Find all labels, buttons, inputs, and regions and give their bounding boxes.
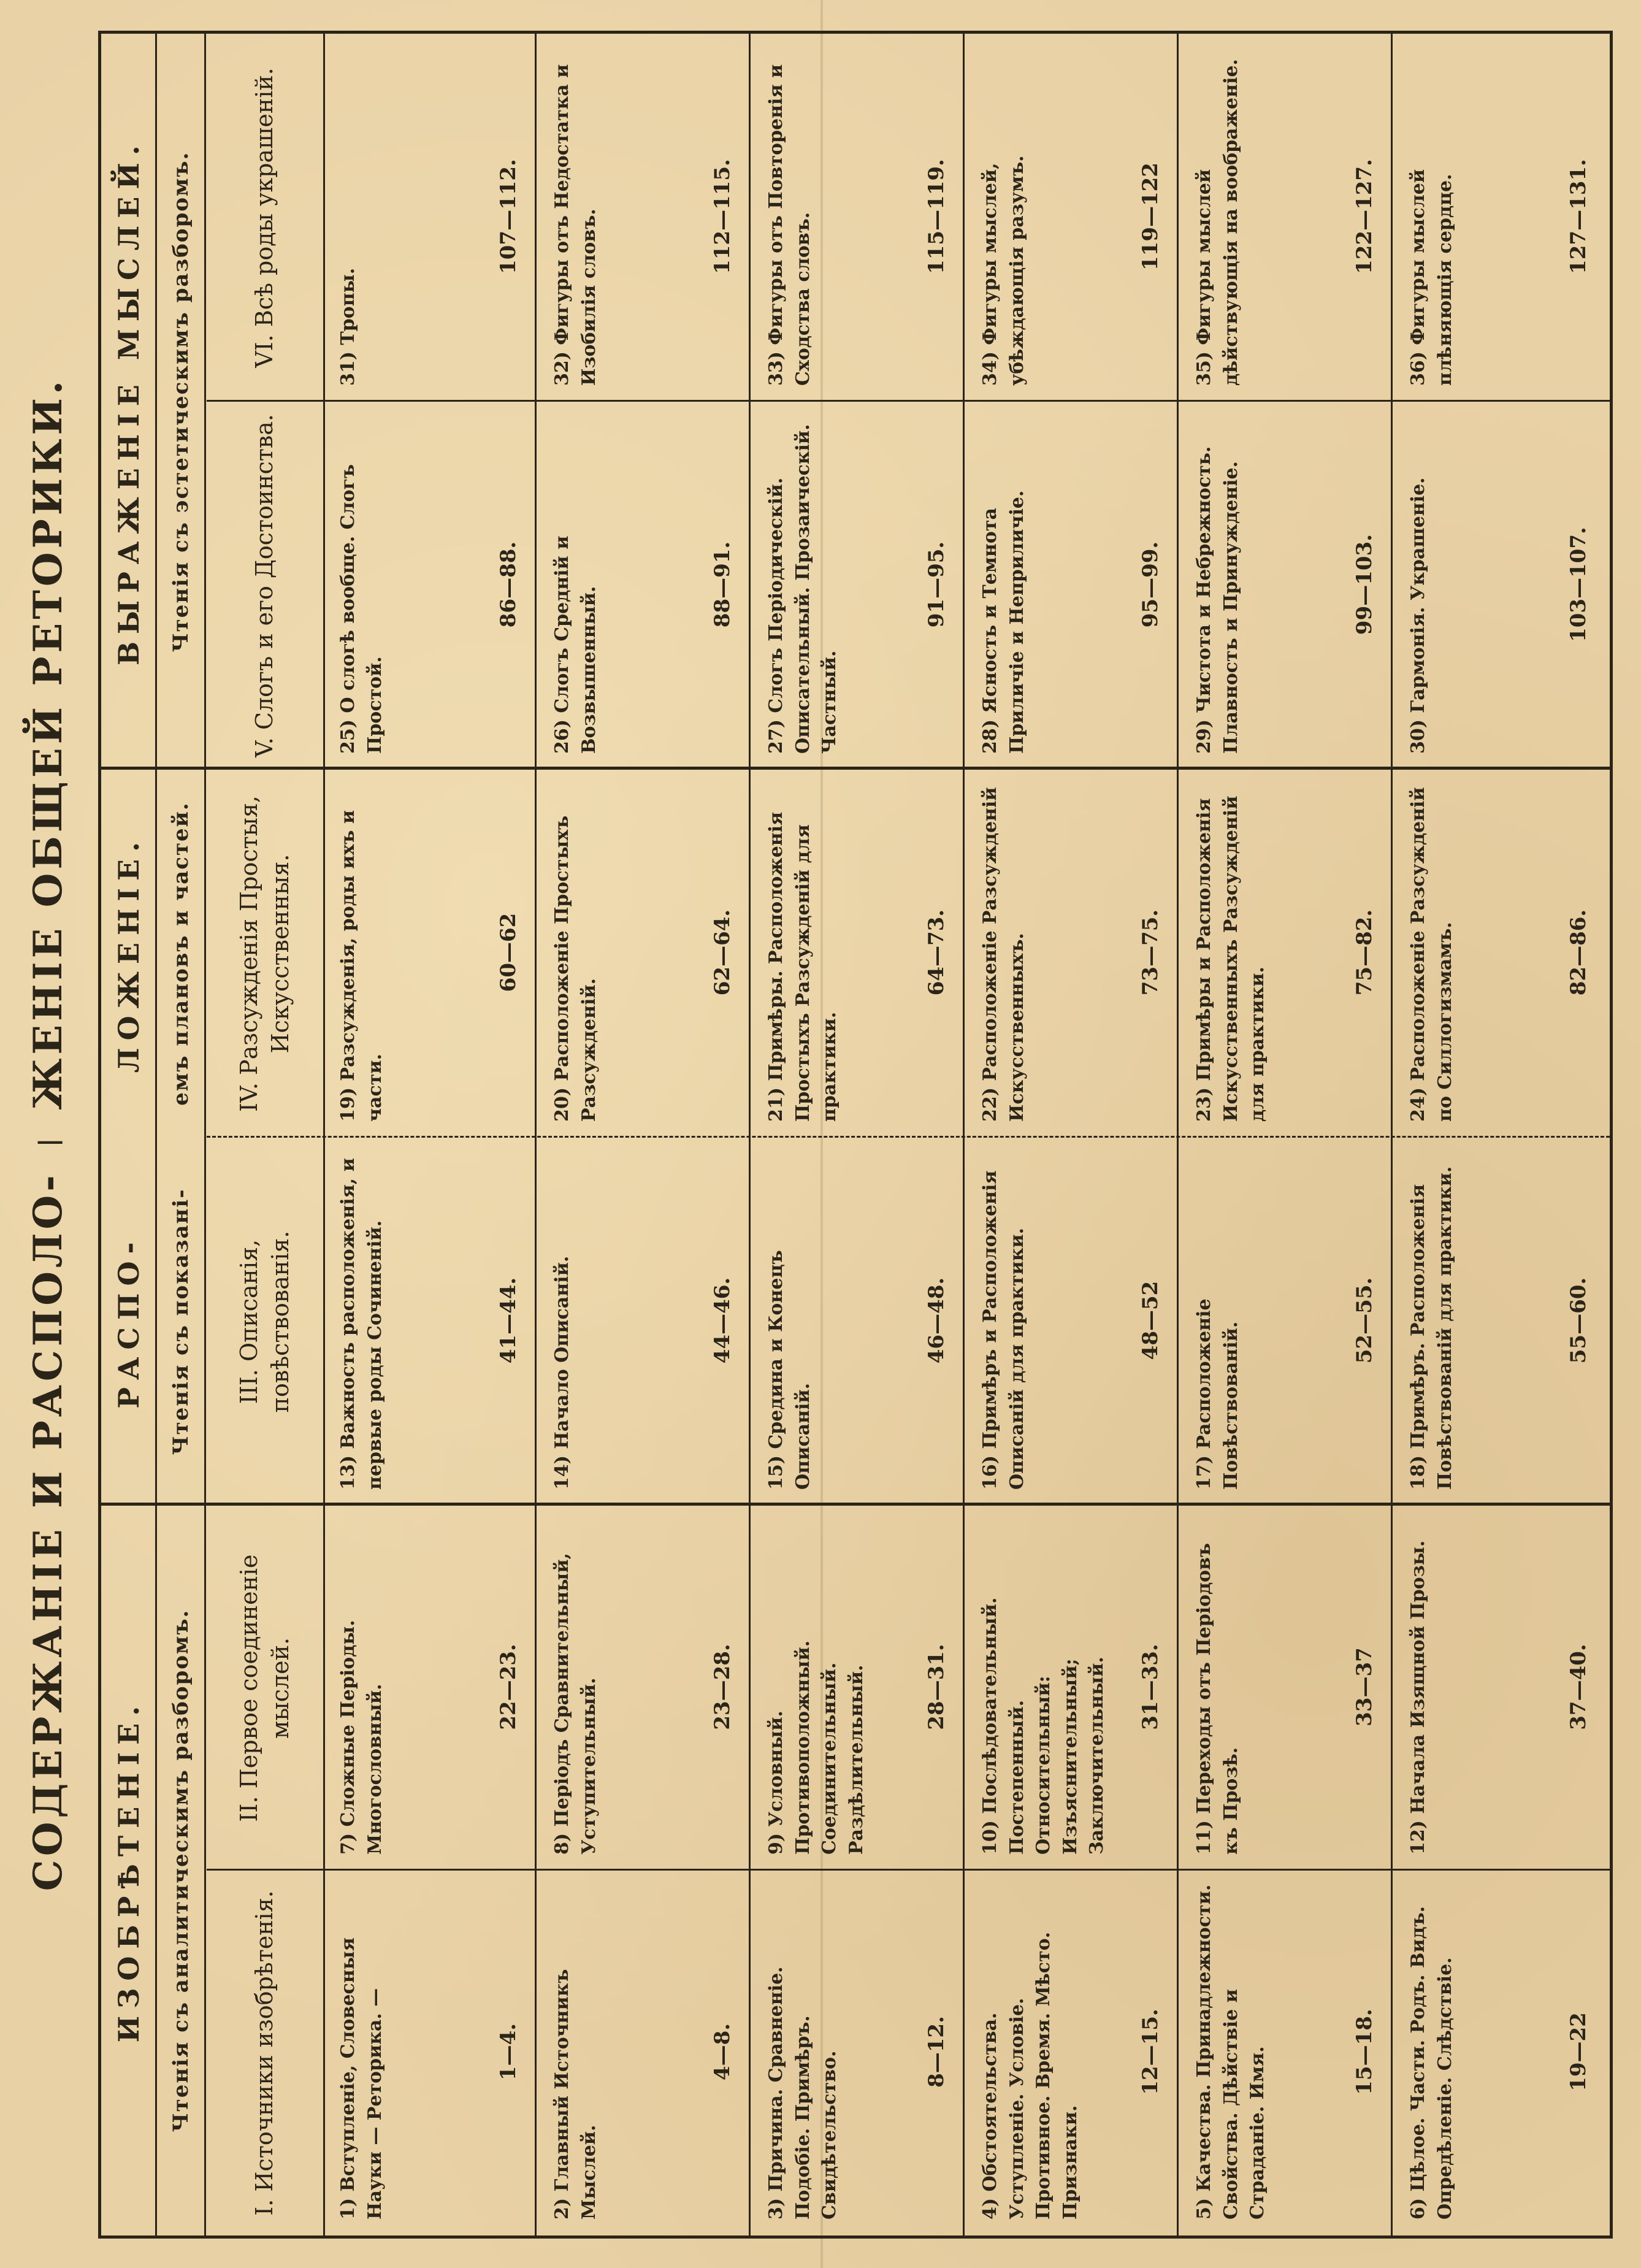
- title-left: СОДЕРЖАНІЕ И РАСПОЛО-: [25, 1171, 71, 1891]
- cell-topic: 6) Цѣлое. Части. Родъ. Видъ. Опредѣленіе. Слѣдствіе.: [1407, 1906, 1456, 2220]
- table-cell: [753, 1138, 965, 1506]
- cell-pages: 33—37: [1352, 1647, 1377, 1726]
- column-header-4: IV. Разсужденія Простыя, Искусственныя.: [235, 795, 294, 1112]
- cell-topic: 16) Примѣръ и Расположенія Описаній для практики.: [979, 1170, 1028, 1490]
- cell-topic: 10) Послѣдовательный. Постепенный. Относительный: Изъяснительный; Заключительный.: [979, 1597, 1107, 1855]
- cell-topic: 31) Тропы.: [337, 267, 359, 386]
- cell-topic: 28) Ясность и Темнота Приличіе и Неприличіе.: [979, 490, 1028, 754]
- cell-topic: 21) Примѣры. Расположенія Простыхъ Разсужденій для практики.: [765, 811, 840, 1122]
- cell-topic: 32) Фигуры отъ Недостатка и Изобилія словъ.: [551, 64, 600, 386]
- cell-topic: 33) Фигуры отъ Повторенія и Сходства словъ.: [765, 64, 814, 386]
- cell-topic: 7) Сложные Періоды. Многословный.: [337, 1620, 386, 1855]
- cell-pages: 73—75.: [1138, 909, 1163, 996]
- subtitle-rule: [204, 34, 206, 2235]
- cell-pages: 122—127.: [1352, 159, 1377, 274]
- table-cell: [325, 1506, 537, 1871]
- cell-pages: 107—112.: [495, 159, 521, 274]
- cell-pages: 23—28.: [710, 1644, 735, 1730]
- table-cell: [325, 1138, 537, 1506]
- table-cell: [1395, 34, 1607, 402]
- cell-pages: 22—23.: [495, 1644, 521, 1730]
- table-cell: [753, 34, 965, 402]
- table-cell: [967, 1506, 1179, 1871]
- table-cell: [1395, 1506, 1607, 1871]
- table-cell: [1181, 34, 1393, 402]
- cell-pages: 1—4.: [495, 2023, 521, 2081]
- cell-topic: 11) Переходы отъ Періодовъ къ Прозѣ.: [1193, 1543, 1242, 1855]
- column-header-3: III. Описанія, повѣствованія.: [235, 1230, 294, 1413]
- title-right: ЖЕНІЕ ОБЩЕЙ РЕТОРИКИ.: [25, 377, 71, 1110]
- cell-topic: 24) Расположеніе Разсужденій по Силлогизмамъ.: [1407, 787, 1456, 1122]
- cell-topic: 22) Расположеніе Разсужденій Искусственныхъ.: [979, 787, 1028, 1122]
- cell-topic: 23) Примѣры и Расположенія Искусственныхъ Разсужденій для практики.: [1193, 795, 1268, 1122]
- table-cell: [325, 34, 537, 402]
- table-cell: [539, 1871, 751, 2235]
- table-cell: [325, 770, 537, 1138]
- cell-pages: 31—33.: [1138, 1644, 1163, 1730]
- table-cell: [539, 1138, 751, 1506]
- cell-topic: 4) Обстоятельства. Уступленіе. Условіе. Противное. Время. Мѣсто. Признаки.: [979, 1931, 1081, 2220]
- fold-mark: |: [33, 1134, 63, 1147]
- section-subtitle-izobretenie: Чтенія съ аналитическимъ разборомъ.: [169, 1609, 193, 2132]
- cell-pages: 99—103.: [1352, 534, 1377, 635]
- cell-topic: 9) Условный. Противоположный. Соединительный. Раздѣлительный.: [765, 1640, 867, 1855]
- cell-pages: 52—55.: [1352, 1277, 1377, 1364]
- cell-topic: 36) Фигуры мыслей плѣняющія сердце.: [1407, 169, 1456, 386]
- cell-pages: 75—82.: [1352, 909, 1377, 996]
- cell-pages: 12—15.: [1138, 2009, 1163, 2095]
- contents-table: [98, 31, 1613, 2239]
- table-cell: [1181, 770, 1393, 1138]
- table-cell: [1395, 1138, 1607, 1506]
- table-cell: [753, 1871, 965, 2235]
- column-header-5: V. Слогъ и его Достоинства.: [251, 413, 278, 758]
- table-cell: [967, 34, 1179, 402]
- title-rule: [155, 34, 157, 2235]
- table-cell: [1395, 1871, 1607, 2235]
- cell-topic: 12) Начала Изящной Прозы.: [1407, 1540, 1429, 1855]
- section-title-izobretenie: ИЗОБРѢТЕНІЕ.: [112, 1698, 145, 2043]
- column-header-1: I. Источники изобрѣтенія.: [251, 1890, 278, 2216]
- cell-pages: 19—22: [1566, 2012, 1591, 2091]
- cell-pages: 15—18.: [1352, 2009, 1377, 2095]
- table-cell: [967, 402, 1179, 770]
- cell-topic: 18) Примѣръ. Расположенія Повѣствованій для практики.: [1407, 1166, 1456, 1490]
- cell-pages: 95—99.: [1138, 541, 1163, 628]
- cell-pages: 48—52: [1138, 1281, 1163, 1360]
- cell-pages: 115—119.: [924, 159, 949, 274]
- cell-topic: 29) Чистота и Небрежность. Плавность и Принужденіе.: [1193, 446, 1242, 754]
- cell-topic: 1) Вступленіе, Словесныя Науки — Реторика. —: [337, 1937, 386, 2220]
- cell-topic: 17) Расположеніе Повѣствованій.: [1193, 1298, 1242, 1490]
- cell-pages: 64—73.: [924, 909, 949, 996]
- table-cell: [1395, 402, 1607, 770]
- cell-pages: 82—86.: [1566, 909, 1591, 996]
- cell-pages: 46—48.: [924, 1277, 949, 1364]
- table-cell: [1181, 402, 1393, 770]
- section-subtitle-vyrazhenie: Чтенія съ эстетическимъ разборомъ.: [169, 151, 193, 653]
- cell-topic: 27) Слогъ Періодическій. Описательный. Прозаическій. Частный.: [765, 424, 840, 754]
- table-cell: [753, 1506, 965, 1871]
- cell-pages: 119—122: [1138, 163, 1163, 270]
- column-header-6: VI. Всѣ роды украшеній.: [251, 67, 278, 368]
- cell-pages: 88—91.: [710, 541, 735, 628]
- section-title-raspolo: РАСПО-: [112, 1235, 145, 1409]
- cell-topic: 20) Расположеніе Простыхъ Разсужденій.: [551, 815, 600, 1122]
- cell-pages: 91—95.: [924, 541, 949, 628]
- section-subtitle-lozhenie: емъ плановъ и частей.: [169, 802, 193, 1106]
- table-cell: [1181, 1138, 1393, 1506]
- cell-pages: 44—46.: [710, 1277, 735, 1364]
- table-cell: [967, 1138, 1179, 1506]
- table-cell: [1181, 1871, 1393, 2235]
- table-cell: [539, 402, 751, 770]
- cell-topic: 34) Фигуры мыслей, убѣждающія разумъ.: [979, 155, 1028, 386]
- table-cell: [325, 1871, 537, 2235]
- table-cell: [1181, 1506, 1393, 1871]
- cell-topic: 14) Начало Описаній.: [551, 1255, 573, 1490]
- table-cell: [539, 34, 751, 402]
- table-cell: [753, 402, 965, 770]
- cell-pages: 41—44.: [495, 1277, 521, 1364]
- cell-pages: 28—31.: [924, 1644, 949, 1730]
- cell-topic: 13) Важность расположенія, и первые роды Сочиненій.: [337, 1158, 386, 1490]
- table-cell: [539, 1506, 751, 1871]
- section-subtitle-raspolo: Чтенія съ показані-: [169, 1188, 193, 1455]
- cell-topic: 2) Главный Источникъ Мыслей.: [551, 1969, 600, 2220]
- cell-pages: 86—88.: [495, 541, 521, 628]
- cell-pages: 112—115.: [710, 159, 735, 274]
- table-cell: [539, 770, 751, 1138]
- cell-pages: 55—60.: [1566, 1277, 1591, 1364]
- cell-topic: 19) Разсужденія, роды ихъ и части.: [337, 810, 386, 1122]
- table-cell: [325, 402, 537, 770]
- cell-topic: 3) Причина. Сравненіе. Подобіе. Примѣръ. Свидѣтельство.: [765, 1966, 840, 2220]
- document-title: [11, 0, 85, 2268]
- cell-topic: 26) Слогъ Средній и Возвышенный.: [551, 535, 600, 754]
- cell-pages: 60—62: [495, 913, 521, 992]
- cell-pages: 37—40.: [1566, 1644, 1591, 1730]
- cell-pages: 62—64.: [710, 909, 735, 996]
- table-cell: [967, 770, 1179, 1138]
- column-header-2: II. Первое соединеніе мыслей.: [235, 1554, 294, 1822]
- table-cell: [967, 1871, 1179, 2235]
- section-title-vyrazhenie: ВЫРАЖЕНІЕ МЫСЛЕЙ.: [112, 138, 145, 665]
- section-title-lozhenie: ЛОЖЕНІЕ.: [112, 834, 145, 1073]
- cell-pages: 4—8.: [710, 2023, 735, 2081]
- cell-pages: 127—131.: [1566, 159, 1591, 274]
- cell-topic: 35) Фигуры мыслей дѣйствующія на воображеніе.: [1193, 59, 1242, 386]
- cell-topic: 30) Гармонія. Украшеніе.: [1407, 477, 1429, 754]
- table-cell: [1395, 770, 1607, 1138]
- table-cell: [753, 770, 965, 1138]
- cell-pages: 8—12.: [924, 2016, 949, 2088]
- cell-topic: 8) Періодъ Сравнительный, Уступительный.: [551, 1552, 600, 1855]
- cell-topic: 25) О слогѣ вообще. Слогъ Простой.: [337, 464, 386, 754]
- cell-topic: 5) Качества. Принадлежности. Свойства. Дѣйствіе и Страданіе. Имя.: [1193, 1884, 1268, 2220]
- cell-topic: 15) Средина и Конецъ Описаній.: [765, 1250, 814, 1490]
- cell-pages: 103—107.: [1566, 527, 1591, 642]
